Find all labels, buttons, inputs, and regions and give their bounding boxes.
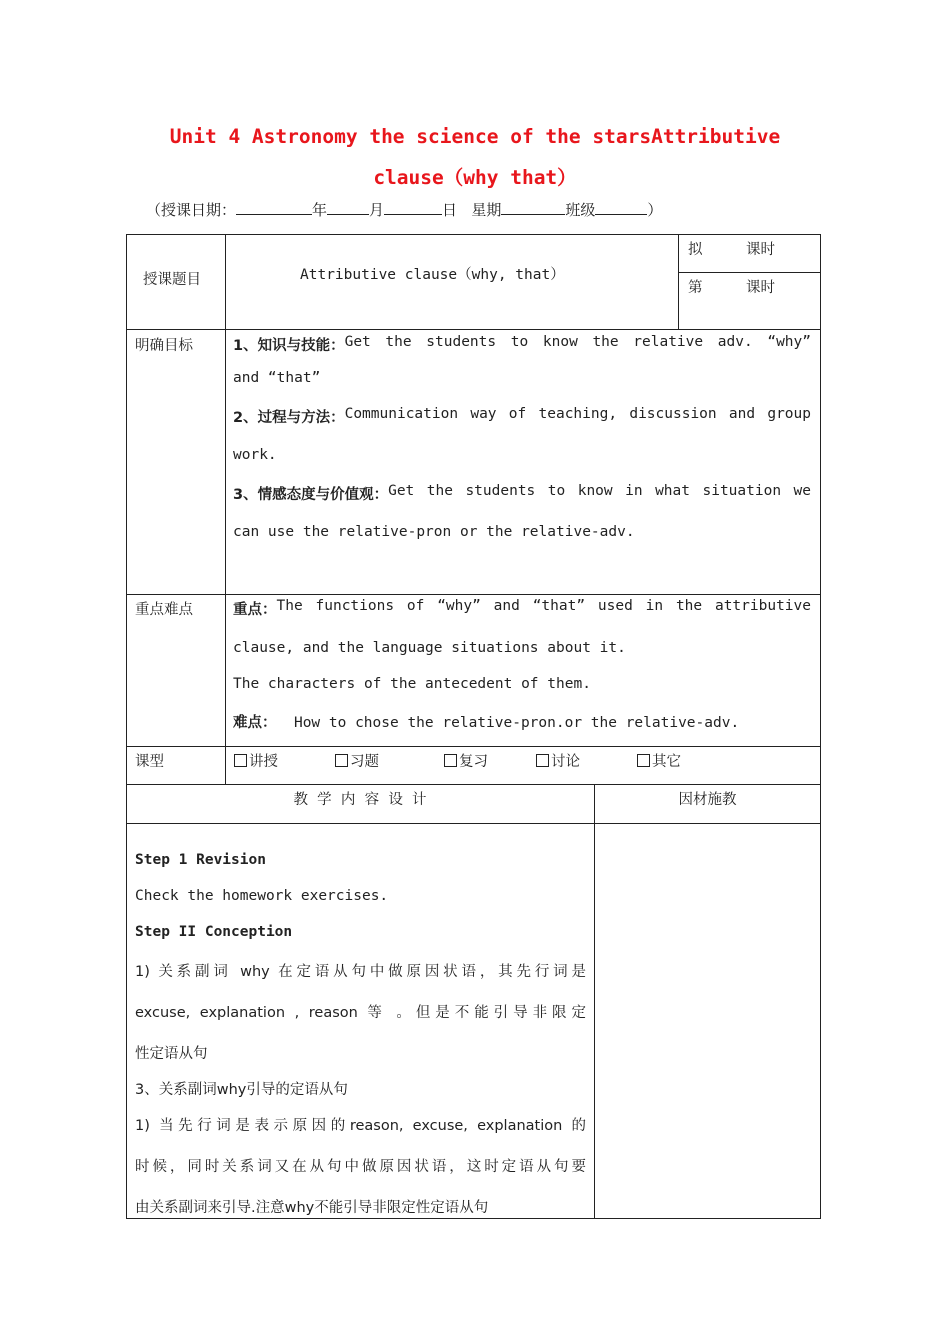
key-text-c: The characters of the antecedent of them. xyxy=(233,676,591,692)
key-line-a xyxy=(233,598,811,619)
date-open: （授课日期： xyxy=(146,201,237,219)
rule-3 xyxy=(126,746,821,747)
checkbox-icon xyxy=(444,754,457,767)
para1-c: 性定语从句 xyxy=(135,1046,208,1062)
lesson-type-option-4[interactable]: 讨论 xyxy=(536,750,580,771)
objectives-label: 明确目标 xyxy=(135,338,193,354)
rule-5 xyxy=(126,823,821,824)
date-blank xyxy=(236,200,312,215)
month-label: 月 xyxy=(369,201,385,219)
design-header-left: 教 学 内 容 设 计 xyxy=(293,792,427,808)
rule-top xyxy=(126,234,821,235)
keypoints-label: 重点难点 xyxy=(135,602,193,618)
seq-unit: 课时 xyxy=(746,280,775,296)
rule-2 xyxy=(126,594,821,595)
week-blank xyxy=(501,200,565,215)
difficulty-title: 难点： xyxy=(233,715,277,731)
date-line xyxy=(146,199,662,220)
lesson-type-option-1[interactable]: 讲授 xyxy=(234,750,278,771)
para2-b: 时候，同时关系词又在从句中做原因状语，这时定语从句要 xyxy=(135,1159,586,1175)
month-blank xyxy=(384,200,442,215)
objective-3-title: 3、情感态度与价值观： xyxy=(233,487,389,503)
rule-period xyxy=(678,272,821,273)
objective-2-text-b: work. xyxy=(233,447,277,463)
day-label: 日 xyxy=(442,201,458,219)
objective-2-text-a: Communication way of teaching, discussion and group xyxy=(344,406,811,422)
difficulty-text: How to chose the relative-pron.or the relative-adv. xyxy=(293,715,740,731)
lesson-type-option-5[interactable]: 其它 xyxy=(637,750,681,771)
key-title: 重点： xyxy=(233,602,277,618)
objective-3-text-a: Get the students to know in what situation we xyxy=(388,483,811,499)
year-blank xyxy=(327,200,369,215)
class-blank xyxy=(595,200,647,215)
objective-2-line-a xyxy=(233,406,811,427)
para2-a: 1) 当先行词是表示原因的reason, excuse, explanation 的 xyxy=(135,1118,586,1134)
lesson-type-label: 课型 xyxy=(135,754,164,770)
page-title-line1: Unit 4 Astronomy the science of the starsAttributive xyxy=(169,125,781,148)
key-text-a: The functions of “why” and “that” used in the attributive xyxy=(276,598,811,614)
difficulty-line xyxy=(233,711,739,732)
checkbox-icon xyxy=(536,754,549,767)
year-label: 年 xyxy=(312,201,328,219)
rule-1 xyxy=(126,329,821,330)
design-header-right: 因材施教 xyxy=(678,792,737,808)
checkbox-icon xyxy=(335,754,348,767)
objective-1-text-a: Get the students to know the relative adv. “why” xyxy=(344,334,811,350)
topic-value: Attributive clause（why, that） xyxy=(300,267,565,283)
topic-label: 授课题目 xyxy=(143,272,201,288)
seq-label: 第 xyxy=(688,280,703,296)
lesson-plan-table xyxy=(126,234,821,1219)
rule-bottom xyxy=(126,1218,821,1219)
objective-1-line-a xyxy=(233,334,811,355)
plan-label: 拟 xyxy=(688,242,703,258)
para1-a: 1) 关系副词 why 在定语从句中做原因状语，其先行词是 xyxy=(135,964,586,980)
objective-1-text-b: and “that” xyxy=(233,370,321,386)
date-close: ） xyxy=(647,201,663,219)
para1-b: excuse, explanation , reason 等 。但是不能引导非限定 xyxy=(135,1005,586,1021)
checkbox-icon xyxy=(234,754,247,767)
rule-period-col xyxy=(678,234,679,329)
plan-unit: 课时 xyxy=(746,242,775,258)
lesson-type-option-2[interactable]: 习题 xyxy=(335,750,379,771)
rule-label-col xyxy=(225,234,226,784)
rule-left xyxy=(126,234,127,1219)
rule-right xyxy=(820,234,821,1219)
step1-text: Check the homework exercises. xyxy=(135,888,389,904)
objective-3-line-a xyxy=(233,483,811,504)
checkbox-icon xyxy=(637,754,650,767)
rule-design-col xyxy=(594,784,595,1219)
objective-2-title: 2、过程与方法： xyxy=(233,410,345,426)
objective-3-text-b: can use the relative-pron or the relative-adv. xyxy=(233,524,635,540)
page-title-line2: clause（why that） xyxy=(373,166,577,189)
objective-1-title: 1、知识与技能： xyxy=(233,338,345,354)
rule-4 xyxy=(126,784,821,785)
para2-c: 由关系副词来引导.注意why不能引导非限定性定语从句 xyxy=(135,1200,489,1216)
step2-title: Step II Conception xyxy=(135,924,293,940)
week-label: 星期 xyxy=(471,201,502,219)
class-label: 班级 xyxy=(565,201,596,219)
lesson-type-option-3[interactable]: 复习 xyxy=(444,750,488,771)
subheading-3: 3、关系副词why引导的定语从句 xyxy=(135,1082,348,1098)
key-text-b: clause, and the language situations about it. xyxy=(233,640,626,656)
step1-title: Step 1 Revision xyxy=(135,852,266,868)
